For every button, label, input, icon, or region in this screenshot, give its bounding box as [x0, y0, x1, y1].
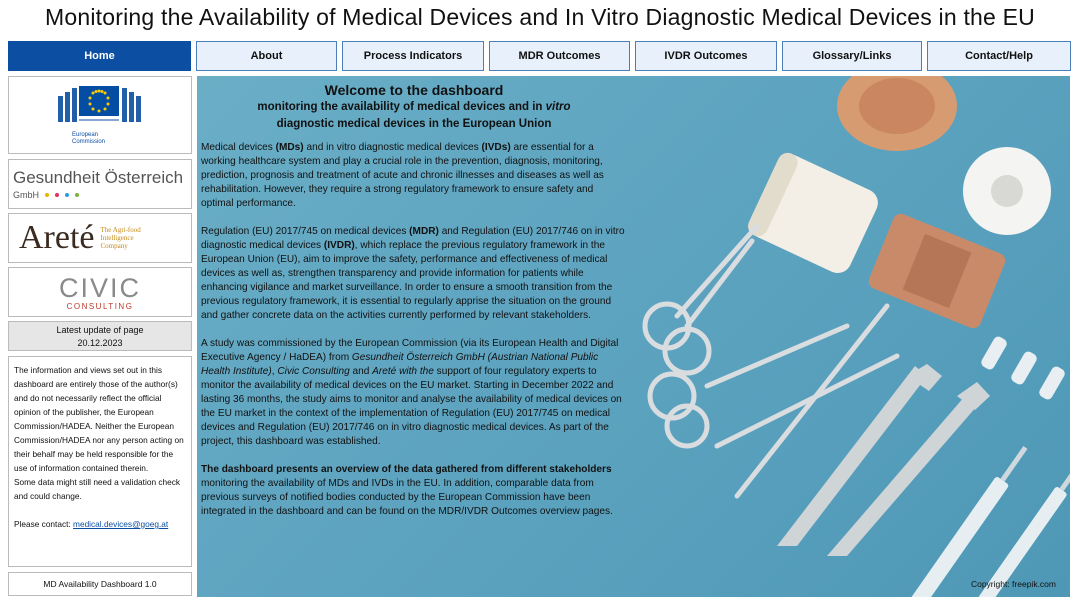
paragraph-dashboard: The dashboard presents an overview of the data gathered from different stakeholders monitoring the availability of MDs and IVDs in the EU. In addition, comparable data from previous surveys of notified bodies conducted by the European Commission have been integrated in the dashboard and can be found on the MDR/IVDR Outcomes overview pages.	[201, 464, 613, 517]
contact-line	[14, 517, 186, 531]
european-commission-logo	[8, 76, 192, 154]
arete-tag-1: The Agri-food	[100, 226, 141, 234]
subheading-part-b: diagnostic medical devices in the European Union	[276, 118, 552, 130]
contact-label: Please contact:	[14, 519, 74, 529]
disclaimer-note: Some data might still need a validation check and could change.	[14, 477, 181, 501]
arete-logo	[8, 213, 192, 263]
update-date: 20.12.2023	[77, 338, 123, 348]
welcome-heading: Welcome to the dashboard	[324, 82, 504, 98]
image-copyright: Copyright: freepik.com	[970, 579, 1056, 589]
subheading-part-a: monitoring the availability of medical devices and in	[257, 101, 546, 113]
ec-label-1: European	[72, 132, 99, 138]
version-footer: MD Availability Dashboard 1.0	[8, 572, 192, 596]
top-nav	[8, 41, 1071, 71]
tab-glossary-links[interactable]: Glossary/Links	[782, 41, 922, 71]
disclaimer-box	[8, 356, 192, 567]
ec-building-icon	[52, 80, 148, 130]
paragraph-regulation: Regulation (EU) 2017/745 on medical devices (MDR) and Regulation (EU) 2017/746 on in vitro diagnostic medical devices (IVDR), which replace the previous regulatory framework in the European Union (EU), aim to improve the safety, performance and effectiveness of medical devices as well as, strengthen transparency and provide information for patients while enhancing vigilance and market surveillance. In order to ensure a smooth transition from the previous regulatory framework, it is essential to regularly apprise the situation on the ground and gather concrete data on the activities currently performed by relevant stakeholders.	[201, 226, 625, 321]
update-label: Latest update of page	[56, 325, 144, 335]
tab-ivdr-outcomes[interactable]: IVDR Outcomes	[635, 41, 777, 71]
goeg-logo	[8, 159, 192, 209]
disclaimer-text: The information and views set out in this dashboard are entirely those of the author(s) and do not necessarily reflect the official opinion of the publisher, the European Commission/HADEA. Neither the European Commission/HADEA nor any person acting on their behalf may be held responsible for the use of information contained therein.	[14, 365, 184, 473]
paragraph-intro: Medical devices (MDs) and in vitro diagnostic medical devices (IVDs) are essential for a working healthcare system and play a crucial role in the prevention, diagnosis, monitoring, prediction, prognosis and treatment of acute and chronic illnesses and diseases as well as rehabilitation. However, they require a strong regulatory framework to ensure safety and optimal performance.	[201, 142, 604, 209]
welcome-subheading	[201, 99, 627, 133]
goeg-sub: GmbH	[13, 190, 40, 200]
tab-process-indicators[interactable]: Process Indicators	[342, 41, 484, 71]
goeg-name: Gesundheit Österreich	[13, 168, 184, 187]
tab-contact-help[interactable]: Contact/Help	[927, 41, 1071, 71]
civic-sub: CONSULTING	[66, 301, 134, 311]
welcome-text	[201, 82, 627, 533]
arete-name: Areté	[19, 219, 95, 256]
page-title: Monitoring the Availability of Medical Devices and In Vitro Diagnostic Medical Devices in the EU	[45, 4, 1035, 30]
goeg-dots-icon	[45, 193, 79, 197]
civic-logo	[8, 267, 192, 317]
latest-update-box	[8, 321, 192, 351]
tab-home[interactable]: Home	[8, 41, 191, 71]
paragraph-study: A study was commissioned by the European Commission (via its European Health and Digital Executive Agency / HaDEA) from Gesundheit Österreich GmbH (Austrian National Public Health Institute), Civic Consulting and Areté with the support of four regulatory experts to monitor the availability of medical devices on the EU market. Starting in December 2022 and lasting 36 months, the study aims to monitor and analyse the availability of medical devices on the EU market in the context of the implementation of Regulation (EU) 2017/745 on medical devices and Regulation (EU) 2017/746 on in vitro diagnostic medical devices. As part of the project, this dashboard was established.	[201, 338, 622, 447]
tab-about[interactable]: About	[196, 41, 337, 71]
civic-name: CIVIC	[58, 272, 141, 303]
welcome-panel	[197, 76, 1070, 597]
tab-mdr-outcomes[interactable]: MDR Outcomes	[489, 41, 630, 71]
contact-email-link[interactable]: medical.devices@goeg.at	[73, 519, 169, 529]
arete-tag-2: Intelligence	[100, 234, 134, 242]
subheading-italic: vitro	[545, 101, 571, 113]
ec-label-2: Commission	[72, 139, 106, 145]
arete-tag-3: Company	[100, 242, 128, 250]
